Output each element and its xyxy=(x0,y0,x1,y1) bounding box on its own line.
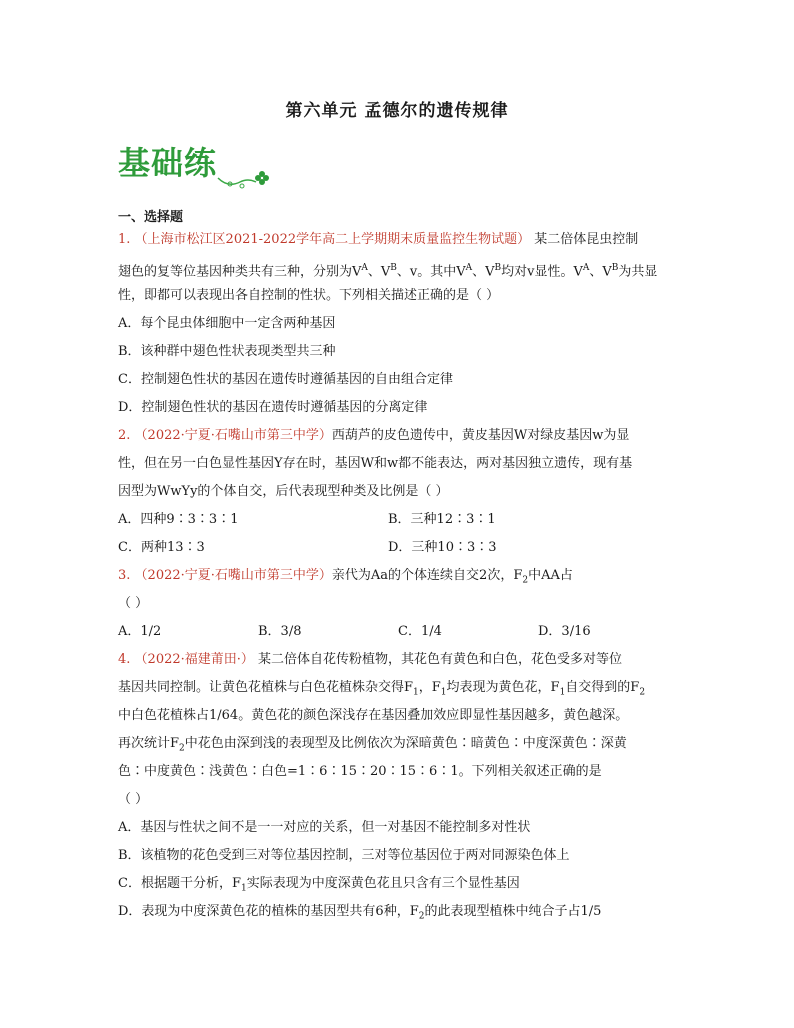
q3-number: 3. xyxy=(118,568,131,583)
q1-option-a: A．每个昆虫体细胞中一定含两种基因 xyxy=(118,316,336,331)
sub-1: 1 xyxy=(440,687,447,698)
q4-line-4 xyxy=(118,730,678,758)
sup-b: B xyxy=(611,263,619,273)
q4-text-4a: 再次统计F xyxy=(118,736,180,751)
q3-option-b: B．3/8 xyxy=(258,624,302,639)
q1-text-2b: 、V xyxy=(367,264,391,280)
question-list xyxy=(118,226,678,926)
q3-line-1 xyxy=(118,562,678,590)
q3-line-2: （ ） xyxy=(118,596,149,611)
q1-text-2a: 翅色的复等位基因种类共有三种，分别为V xyxy=(118,264,362,280)
q3-text-1a: 亲代为Aa的个体连续自交2次，F xyxy=(331,568,523,583)
q2-line-1 xyxy=(118,422,678,450)
sub-2: 2 xyxy=(418,911,425,922)
q1-option-c: C．控制翅色性状的基因在遗传时遵循基因的自由组合定律 xyxy=(118,372,453,387)
q1-text-2c: 、v。其中V xyxy=(396,264,466,280)
q4-option-d xyxy=(118,898,678,926)
q4-line-5: 色∶中度黄色∶浅黄色∶白色=1∶6∶15∶20∶15∶6∶1。下列相关叙述正确的是 xyxy=(118,764,602,779)
q2-option-b: B．三种12∶3∶1 xyxy=(388,512,496,527)
sup-b: B xyxy=(390,263,397,273)
q1-text-2f: 、V xyxy=(589,264,612,280)
q4-option-c-a: C．根据题干分析，F xyxy=(118,876,241,891)
vine-clover-decoration-icon xyxy=(118,138,278,194)
q4-text-2a: 基因共同控制。让黄色花植株与白色花植株杂交得F xyxy=(118,680,414,695)
q4-text-2d: 自交得到的F xyxy=(565,680,640,695)
q2-option-a: A．四种9∶3∶3∶1 xyxy=(118,512,239,527)
q4-option-b: B．该植物的花色受到三对等位基因控制，三对等位基因位于两对同源染色体上 xyxy=(118,848,570,863)
q4-option-c-b: 实际表现为中度深黄色花且只含有三个显性基因 xyxy=(246,876,520,891)
q2-options-row-1 xyxy=(118,506,678,534)
q4-option-a: A．基因与性状之间不是一一对应的关系，但一对基因不能控制多对性状 xyxy=(118,820,531,835)
q4-text-2b: ，F xyxy=(418,680,441,695)
q3-option-c: C．1/4 xyxy=(398,624,442,639)
q3-option-d: D．3/16 xyxy=(538,624,591,639)
q2-number: 2. xyxy=(118,428,131,443)
q1-option-d: D．控制翅色性状的基因在遗传时遵循基因的分离定律 xyxy=(118,400,428,415)
q1-text-1: 某二倍体昆虫控制 xyxy=(534,232,639,247)
page-title: 第六单元 孟德尔的遗传规律 xyxy=(285,101,509,121)
q2-source: （2022·宁夏·石嘴山市第三中学） xyxy=(134,428,332,443)
q4-line-1 xyxy=(118,646,678,674)
q3-options-row xyxy=(118,618,678,646)
q4-number: 4. xyxy=(118,652,131,667)
q2-line-2: 性，但在另一白色显性基因Y存在时，基因W和w都不能表达，两对基因独立遗传，现有基 xyxy=(118,456,633,471)
sup-a: A xyxy=(465,263,473,273)
sup-a: A xyxy=(582,263,590,273)
section-banner xyxy=(118,138,278,194)
q4-source: （2022·福建莆田·） xyxy=(134,652,254,667)
q1-number: 1. xyxy=(118,232,131,247)
q2-option-d: D．三种10∶3∶3 xyxy=(388,540,497,555)
q4-text-2c: 均表现为黄色花，F xyxy=(446,680,560,695)
banner-text: 基础练 xyxy=(118,144,218,182)
sub-2: 2 xyxy=(639,687,646,698)
q3-text-1b: 中AA占 xyxy=(528,568,573,583)
sub-1: 1 xyxy=(413,687,419,698)
q4-line-6: （ ） xyxy=(118,792,149,807)
q4-option-d-a: D．表现为中度深黄色花的植株的基因型共有6种，F xyxy=(118,904,419,919)
q4-option-d-b: 的此表现型植株中纯合子占1/5 xyxy=(424,904,602,919)
q4-text-4b: 中花色由深到浅的表现型及比例依次为深暗黄色∶暗黄色∶中度深黄色∶深黄 xyxy=(184,736,627,751)
sup-b: B xyxy=(494,263,502,273)
q1-option-b: B．该种群中翅色性状表现类型共三种 xyxy=(118,344,336,359)
q2-text-1: 西葫芦的皮色遗传中，黄皮基因W对绿皮基因w为显 xyxy=(331,428,630,443)
q4-line-3: 中白色花植株占1/64。黄色花的颜色深浅存在基因叠加效应即显性基因越多，黄色越深。 xyxy=(118,708,629,723)
q4-option-c xyxy=(118,870,678,898)
q1-text-2g: 为共显 xyxy=(618,264,658,280)
q1-line-3: 性，即都可以表现出各自控制的性状。下列相关描述正确的是（ ） xyxy=(118,288,500,303)
sub-2: 2 xyxy=(179,743,185,754)
q1-line-2 xyxy=(118,254,678,282)
sub-2: 2 xyxy=(522,575,529,586)
sub-1: 1 xyxy=(559,687,566,698)
q4-text-1: 某二倍体自花传粉植物，其花色有黄色和白色，花色受多对等位 xyxy=(258,652,623,667)
q2-options-row-2 xyxy=(118,534,678,562)
q3-option-a: A．1/2 xyxy=(118,624,162,639)
q1-text-2e: 均对v显性。V xyxy=(501,264,583,280)
q2-option-c: C．两种13∶3 xyxy=(118,540,205,555)
q1-line-1 xyxy=(118,226,678,254)
q3-source: （2022·宁夏·石嘴山市第三中学） xyxy=(134,568,332,583)
q1-source: （上海市松江区2021-2022学年高二上学期期末质量监控生物试题） xyxy=(134,232,531,247)
q4-line-2 xyxy=(118,674,678,702)
q1-text-2d: 、V xyxy=(472,264,495,280)
sub-1: 1 xyxy=(240,883,247,894)
sup-a: A xyxy=(361,263,368,273)
section-heading: 一、选择题 xyxy=(118,210,184,225)
q2-line-3: 因型为WwYy的个体自交，后代表现型种类及比例是（ ） xyxy=(118,484,449,499)
